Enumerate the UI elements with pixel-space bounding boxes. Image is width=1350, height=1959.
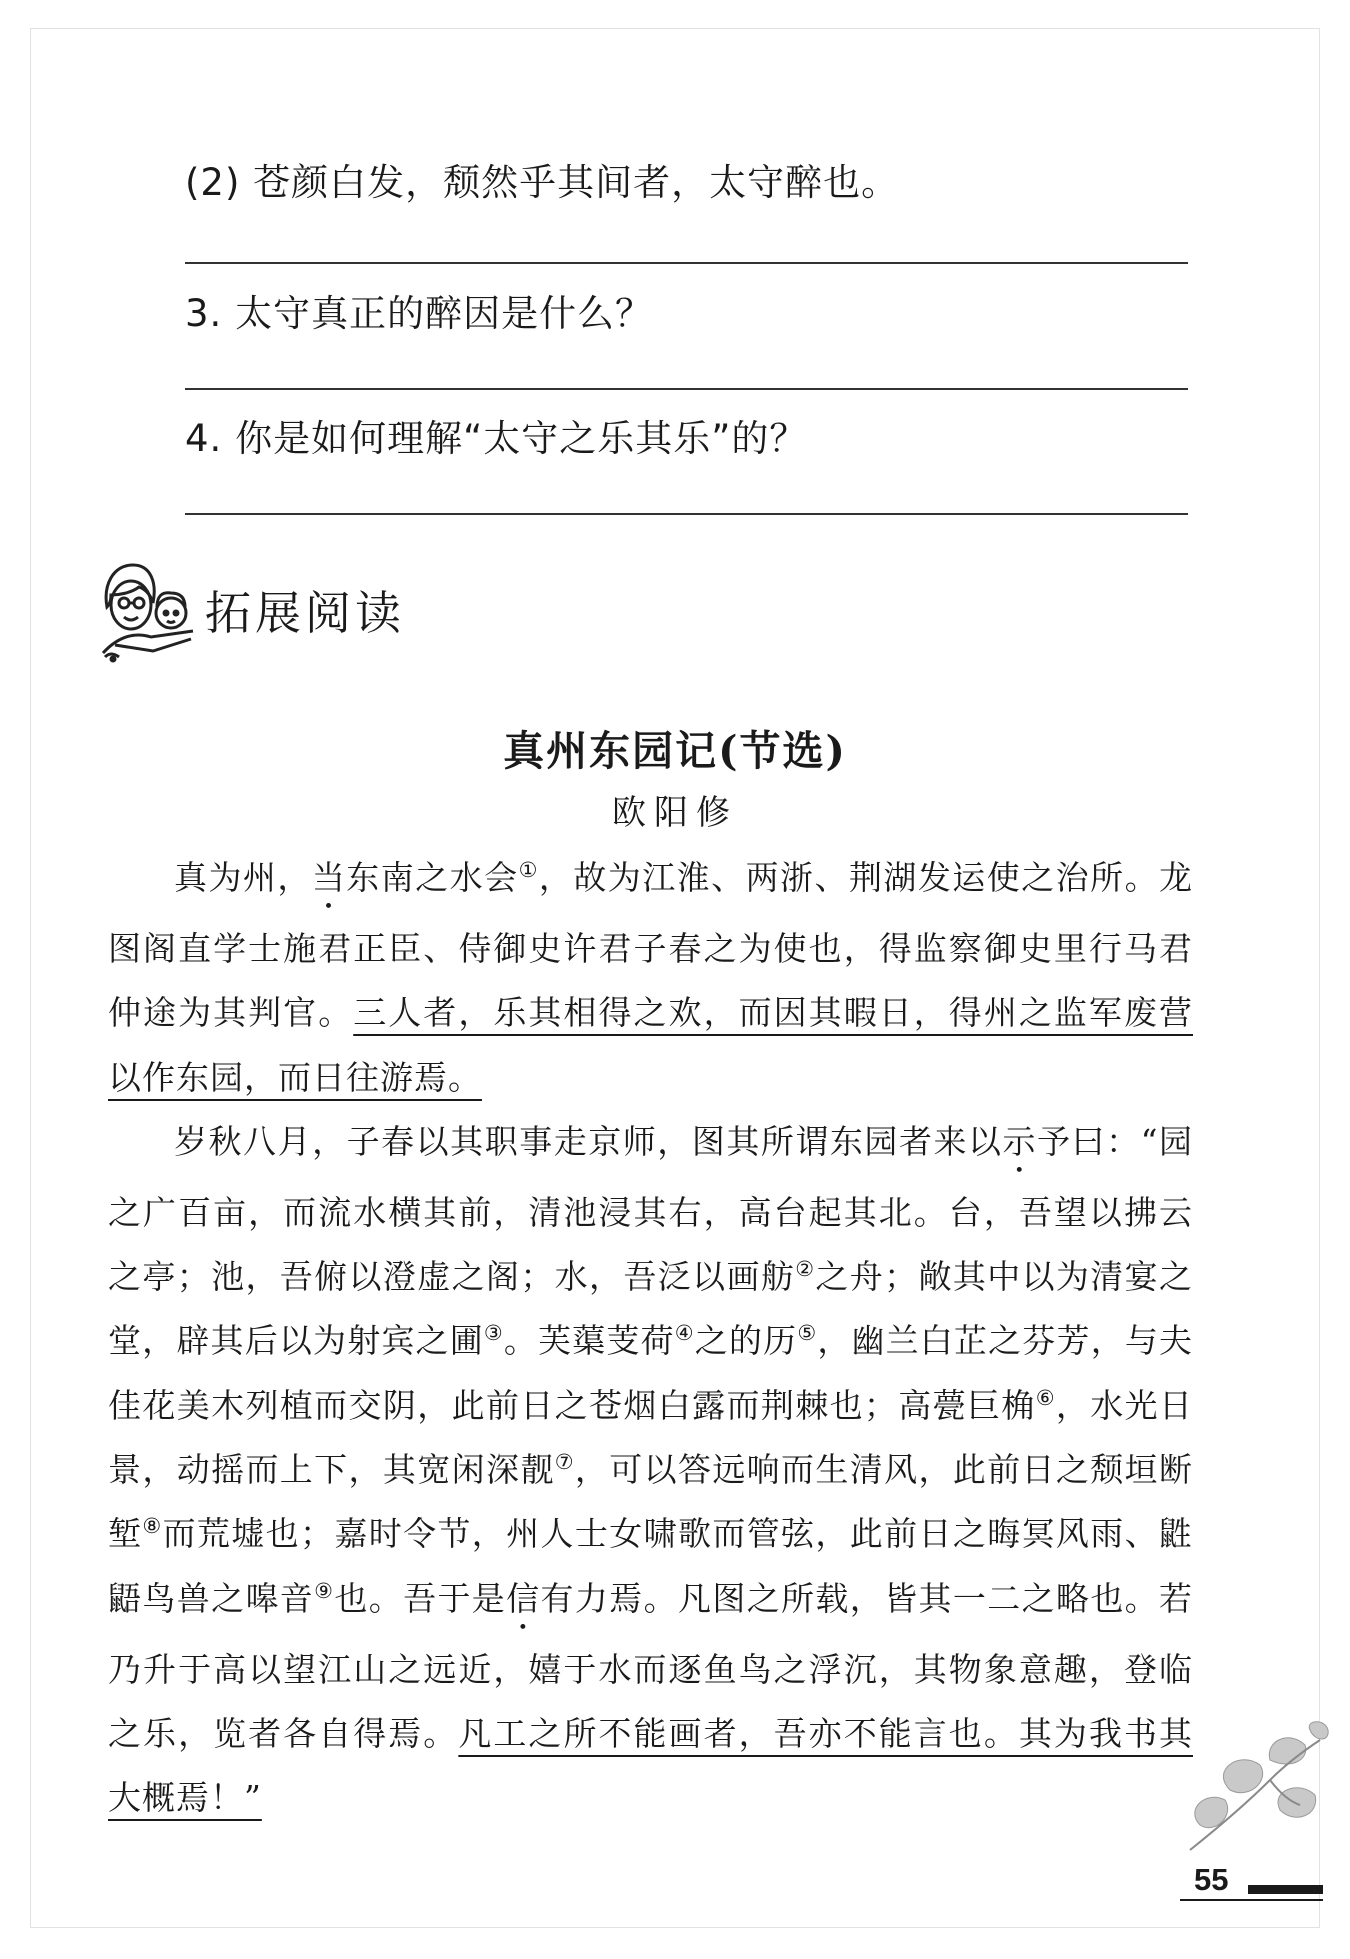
question-2-sub-2: (2) 苍颜白发，颓然乎其间者，太守醉也。 xyxy=(185,161,900,204)
page-number-underline xyxy=(1180,1899,1323,1901)
article-body xyxy=(108,846,1193,1831)
footnote-marker: ⑥ xyxy=(1035,1385,1056,1410)
question-3: 3. 太守真正的醉因是什么？ xyxy=(185,292,654,335)
answer-line[interactable] xyxy=(185,513,1188,515)
underlined-sentence: 三人者，乐其相得之欢，而因其暇日，得州之监军废营以作东园，而日往游焉。 xyxy=(108,993,1194,1097)
footnote-marker: ⑤ xyxy=(797,1321,818,1346)
paragraph-2: 岁秋八月，子春以其职事走京师，图其所谓东园者来以示予曰：“园之广百亩，而流水横其前，清池浸其右，高台起其北。台，吾望以拂云之亭；池，吾俯以澄虚之阁；水，吾泛以画舫②之舟；敞其中以为清宴之堂，辟其后以为射宾之圃③。芙蕖芰荷④之的历⑤，幽兰白芷之芬芳，与夫佳花美木列植而交阴，此前日之苍烟白露而荆棘也；高甍巨桷⑥，水光日景，动摇而上下，其宽闲深靓⑦，可以答远响而生清风，此前日之颓垣断堑⑧而荒墟也；嘉时令节，州人士女啸歌而管弦，此前日之晦冥风雨、鼪鼯鸟兽之嗥音⑨也。吾于是信有力焉。凡图之所载，皆其一二之略也。若乃升于高以望江山之远近，嬉于水而逐鱼鸟之浮沉，其物象意趣，登临之乐，览者各自得焉。凡工之所不能画者，吾亦不能言也。其为我书其大概焉！” xyxy=(108,1121,1194,1818)
page-number-bar xyxy=(1248,1885,1323,1894)
emphasis-dot-char: 信 xyxy=(506,1578,541,1618)
footnote-marker: ③ xyxy=(483,1321,504,1346)
article-author: 欧阳修 xyxy=(612,793,738,833)
section-title: 拓展阅读 xyxy=(205,586,405,640)
answer-line[interactable] xyxy=(185,262,1188,264)
footnote-marker: ② xyxy=(795,1257,816,1282)
paragraph-1: 真为州，当东南之水会①，故为江淮、两浙、荆湖发运使之治所。龙图阁直学士施君正臣、侍御史许君子春之为使也，得监察御史里行马君仲途为其判官。三人者，乐其相得之欢，而因其暇日，得州之监军废营以作东园，而日往游焉。 xyxy=(108,858,1194,1097)
footnote-marker: ① xyxy=(518,858,539,882)
answer-line[interactable] xyxy=(185,388,1188,390)
section-header xyxy=(95,555,455,665)
page-number: 55 xyxy=(1194,1862,1229,1897)
emphasis-dot-char: 示 xyxy=(1002,1121,1038,1161)
footnote-marker: ⑧ xyxy=(142,1514,163,1539)
underlined-sentence: 凡工之所不能画者，吾亦不能言也。其为我书其大概焉！” xyxy=(108,1713,1194,1818)
emphasis-dot-char: 当 xyxy=(311,858,347,897)
footnote-marker: ④ xyxy=(674,1321,695,1346)
footnote-marker: ⑨ xyxy=(314,1578,335,1603)
reading-children-icon xyxy=(95,555,205,665)
leaf-decoration-icon xyxy=(1170,1720,1330,1860)
article-title: 真州东园记(节选) xyxy=(503,727,847,775)
question-4: 4. 你是如何理解“太守之乐其乐”的？ xyxy=(185,417,808,460)
footnote-marker: ⑦ xyxy=(554,1450,575,1475)
